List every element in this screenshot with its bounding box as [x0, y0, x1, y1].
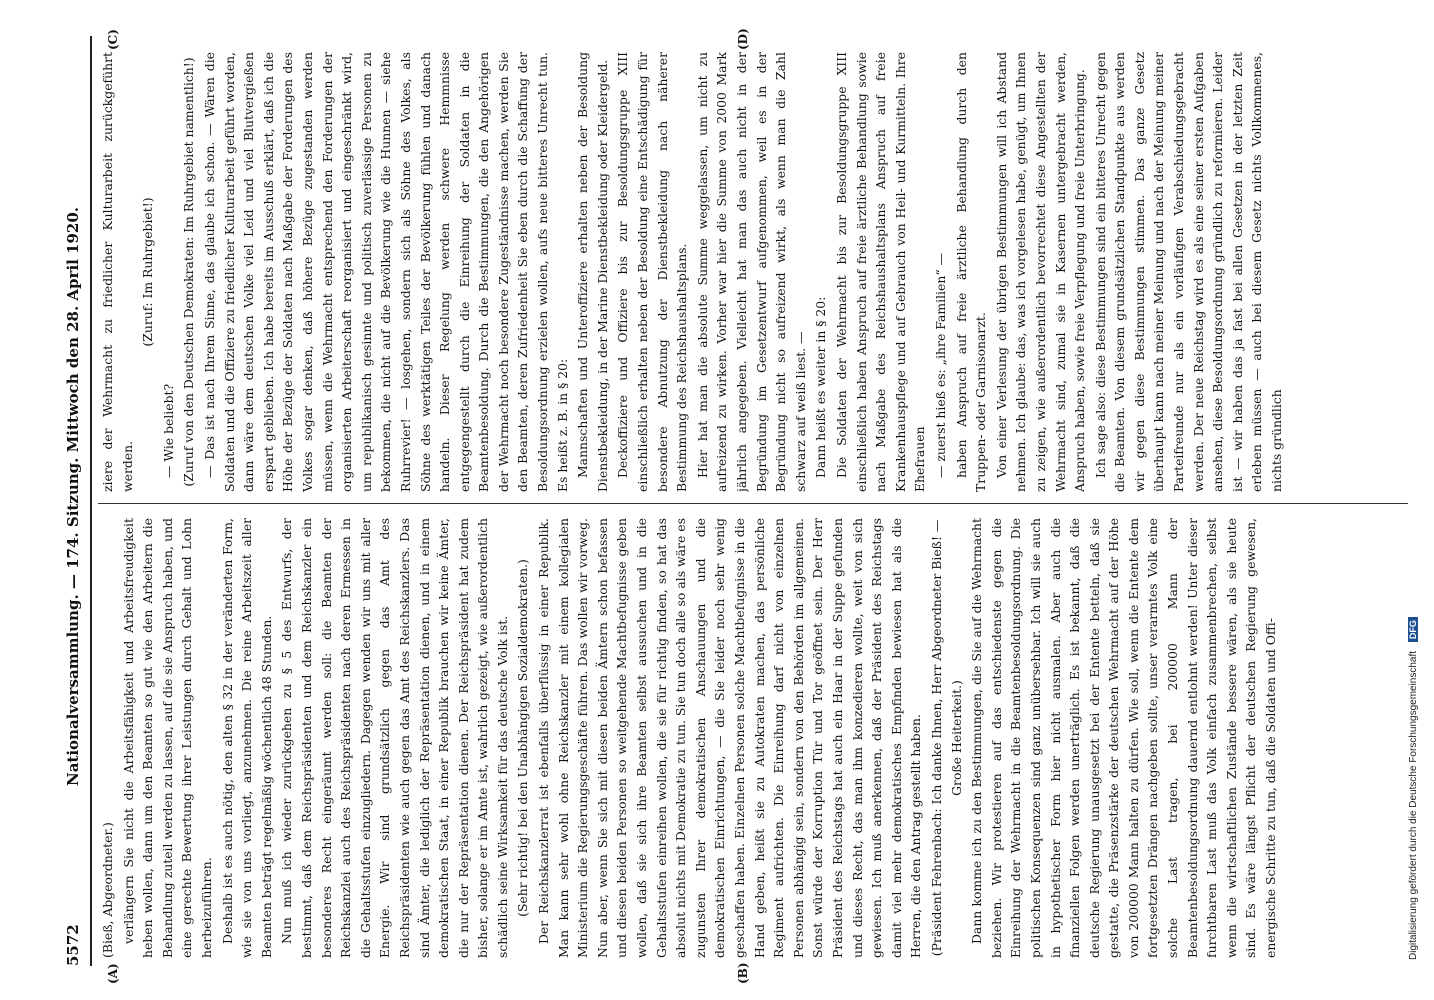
paragraph: Der Reichskanzlerrat ist ebenfalls überflüssig in einer Republik. Man kann sehr wohl ohne Reichskanzler mit einem kollegialen Ministerium die Regierungsgeschäfte führen. Das wollen wir vorweg. Nun aber, wenn Sie sich mit diesen beiden Ämtern schon befassen und diesen beiden Personen so weitgehende Machtbefugnisse geben wollen, daß sie sich ihre Beamten selbst aussuchen und in die Gehaltsstufen einreihen wollen, die sie für richtig finden, so hat das absolut nichts mit Demokratie zu tun. Sie tun doch alle so als wäre es zugunsten Ihrer demokratischen Anschauungen und die demokratischen Einrichtungen, — die Sie leider noch sehr wenig geschaffen haben. Einzelnen Personen solche Machtbefugnisse in die Hand geben, heißt sie zu Autokraten machen, das persönliche Regiment aufrichten. Die Einreihung darf nicht von einzelnen Personen abhängig sein, sondern von den Behörden im allgemeinen. Sonst würde der Korruption Tür und Tor geöffnet sein. Der Herr Präsident des Reichstags hat auch ein Haar in der Suppe gefunden und dieses Recht, das man ihm konzedieren wollte, weit von sich gewiesen. Ich muß anerkennen, daß der Präsident des Reichstags damit viel mehr demokratisches Empfinden bewiesen hat als die Herren, die den Antrag gestellt haben.: [536, 518, 924, 958]
quotation: haben Anspruch auf freie ärztliche Behandlung durch den Truppen- oder Garnisonarzt.: [953, 52, 989, 492]
left-column: [98, 518, 1408, 958]
paragraph: Dann komme ich zu den Bestimmungen, die Sie auf die Wehrmacht beziehen. Wir protestieren auf das entschiedenste gegen die Einreihung der Wehrmacht in die Beamtenbesoldungsordnung. Die politischen Konsequenzen sind ganz unübersehbar. Ich will sie auch in hypothetischer Form hier nicht ausmalen. Aber auch die finanziellen Folgen werden unerträglich. Es ist bekannt, daß die deutsche Regierung unausgesetzt bei der Entente betteln, daß sie gestatte, die Präsenzstärke der deutschen Wehrmacht auf der Höhe von 200000 Mann halten zu dürfen. Wie soll, wenn die Entente dem fortgesetzten Drängen nachgeben sollte, unser verarmtes Volk eine solche Last tragen, bei 200000 Mann der Beamtenbesoldungsordnung dauernd entlohnt werden! Unter dieser furchtbaren Last muß das Volk einfach zusammenbrechen, selbst wenn die wirtschaftlichen Zustände bessere wären, als sie heute sind. Es wäre längst Pflicht der deutschen Regierung gewesen, energische Schritte zu tun, daß die Soldaten und Offi-: [969, 518, 1279, 958]
interjection: (Zuruf: Im Ruhrgebiet!): [140, 197, 156, 347]
interjection: (Präsident Fehrenbach: Ich danke Ihnen, Herr Abgeordneter Bieß! — Große Heiterkeit.): [928, 519, 964, 957]
paragraph: Ich sage also: diese Bestimmungen sind ein bitteres Unrecht gegen die Beamten. Von diesem grundsätzlichen Standpunkte aus werden wir gegen diese Bestimmungen stimmen. Das ganze Gesetz überhaupt kann nach meiner Meinung und nach der Meinung meiner Parteifreunde nur als ein vorläufigen Verabschiedungsgebracht werden. Der neue Reichstag wird es als eine seiner ersten Aufgaben ansehen, diese Besoldungsordnung gründlich zu reformieren. Leider ist — wir haben das ja fast bei allen Gesetzen in der letzten Zeit erleben müssen — auch bei diesem Gesetz nichts Vollkommenes, nichts gründlich: [1092, 52, 1285, 492]
quotation: Die Soldaten der Wehrmacht bis zur Besoldungsgruppe XIII einschließlich haben Anspruch auf freie ärztliche Behandlung sowie nach Maßgabe des Reichshaushaltsplans Anspruch auf freie Krankenhauspflege und auf Gebrauch von Heil- und Kurmitteln. Ihre Ehefrauen: [833, 52, 928, 492]
margin-marker-b: (B): [736, 962, 750, 984]
interjection: (Zuruf von den Deutschen Demokraten: Im Ruhrgebiet namentlich!): [181, 57, 197, 487]
margin-marker-c: (C): [106, 29, 120, 50]
column-divider: [98, 503, 1408, 504]
paragraph: — zuerst hieß es: „ihre Familien“ —: [932, 253, 948, 478]
paragraph: verlängern Sie nicht die Arbeitsfähigkeit und Arbeitsfreudigkeit heben wollen, dann um den Beamten so gut wie den Arbeitern die Behandlung zuteil werden zu lassen, auf die sie Anspruch haben, und eine gerechte Bewertung ihrer Leistungen durch Gehalt und Lohn herbeizuführen.: [120, 518, 214, 958]
interjection: (Sehr richtig! bei den Unabhängigen Sozialdemokraten.): [515, 559, 531, 917]
quotation: Deckoffiziere und Offiziere bis zur Besoldungsgruppe XIII einschließlich erhalten neben der Besoldung eine Entschädigung für besondere Abnutzung der Dienstbekleidung nach näherer Bestimmung des Reichshaushaltsplans.: [615, 52, 690, 492]
paragraph: ziere der Wehrmacht zu friedlicher Kulturarbeit zurückgeführt werden.: [100, 52, 135, 492]
header-rule: [90, 36, 92, 966]
margin-marker-d: (D): [736, 28, 750, 50]
dfg-logo: DFG: [1408, 617, 1418, 642]
paragraph: Von einer Verlesung der übrigen Bestimmungen will ich Abstand nehmen. Ich glaube: das, was ich vorgelesen habe, genügt, um Ihnen zu zeigen, wie außerordentlich bevorrechtet diese Angestellten der Wehrmacht sind, zumal sie in Kasernen untergebracht werden, Anspruch haben, sowie freie Verpflegung und freie Unterbringung.: [993, 52, 1088, 492]
paragraph: — Das ist nach Ihrem Sinne, das glaube ich schon. — Wären die Soldaten und die Offiziere zu friedlicher Kulturarbeit geführt worden, dann wäre dem deutschen Volke viel Leid und viel Blutvergießen erspart geblieben. Ich habe bereits im Ausschuß erklärt, daß ich die Höhe der Bezüge der Soldaten nach Maßgabe der Forderungen des Volkes sogar denken, daß höhere Bezüge zugestanden werden müssen, wenn die Wehrmacht entsprechend den Forderungen der organisierten Arbeiterschaft reorganisiert und eingeschränkt wird, um republikanisch gesinnte und politisch zuverlässige Personen zu bekommen, die nicht auf die Bevölkerung wie die Hunnen — siehe Ruhrrevier! — losgehen, sondern sich als Söhne des Volkes, als Söhne des werktätigen Teiles der Bevölkerung fühlen und danach handeln. Dieser Regelung werden schwere Hemmnisse entgegengestellt durch die Einreihung der Soldaten in die Beamtenbesoldung. Durch die Bestimmungen, die den Angehörigen der Wehrmacht noch besondere Zugeständnisse machen, werden Sie den Beamten, deren Zufriedenheit Sie eben durch die Schaffung der Besoldungsordnung erzielen wollen, aufs neue bitteres Unrecht tun. Es heißt z. B. in § 20:: [201, 52, 570, 492]
digitization-note: [1406, 0, 1430, 1000]
paragraph: Nun muß ich wieder zurückgehen zu § 5 des Entwurfs, der bestimmt, daß dem Reichspräsidenten und dem Reichskanzler ein besonderes Recht eingeräumt werden soll: die Beamten der Reichskanzlei auch des Reichspräsidenten nach deren Ermessen in die Gehaltsstufen einzugliedern. Dagegen wenden wir uns mit aller Energie. Wir sind grundsätzlich gegen das Amt des Reichspräsidenten wie auch gegen das Amt des Reichskanzlers. Das sind Ämter, die lediglich der Repräsentation dienen, und in einem demokratischen Staat, in einer Republik brauchen wir keine Ämter, die nur der Repräsentation dienen. Der Reichspräsident hat zudem bisher, solange er im Amte ist, wahrlich gezeigt, wie außerordentlich schädlich seine Wirksamkeit für das deutsche Volk ist.: [279, 518, 510, 958]
speaker-label: (Bieß, Abgeordneter.): [100, 822, 115, 958]
paragraph: Hier hat man die absolute Summe weggelassen, um nicht zu aufreizend zu wirken. Vorher war hier die Summe von 2000 Mark jährlich angegeben. Vielleicht hat man das auch nicht in der Begründung im Gesetzentwurf aufgenommen, weil es in der Begründung nicht so aufreizend wirkt, als wenn man die Zahl schwarz auf weiß liest. —: [694, 52, 808, 492]
page-title: Nationalversammlung. — 174. Sitzung. Mittwoch den 28. April 1920.: [64, 206, 82, 786]
page-number: 5572: [64, 924, 82, 966]
rotated-page: [46, 28, 1426, 988]
margin-marker-a: (A): [106, 963, 120, 984]
page-header: [60, 36, 90, 966]
sidebar-text: Digitalisierung gefördert durch die Deutsche Forschungsgemeinschaft: [1408, 650, 1419, 960]
right-column: [98, 52, 1408, 492]
paragraph: — Wie beliebt?: [160, 383, 176, 478]
paragraph: Deshalb ist es auch nötig, den alten § 32 in der veränderten Form, wie sie von uns vorliegt, anzunehmen. Die reine Arbeitszeit aller Beamten beträgt regelmäßig wöchentlich 48 Stunden.: [219, 518, 274, 958]
paragraph: Dann heißt es weiter in § 20:: [813, 296, 829, 478]
quotation: Mannschaften und Unteroffiziere erhalten neben der Besoldung Dienstbekleidung, in der Marine Dienstbekleidung oder Kleidergeld.: [575, 52, 610, 492]
